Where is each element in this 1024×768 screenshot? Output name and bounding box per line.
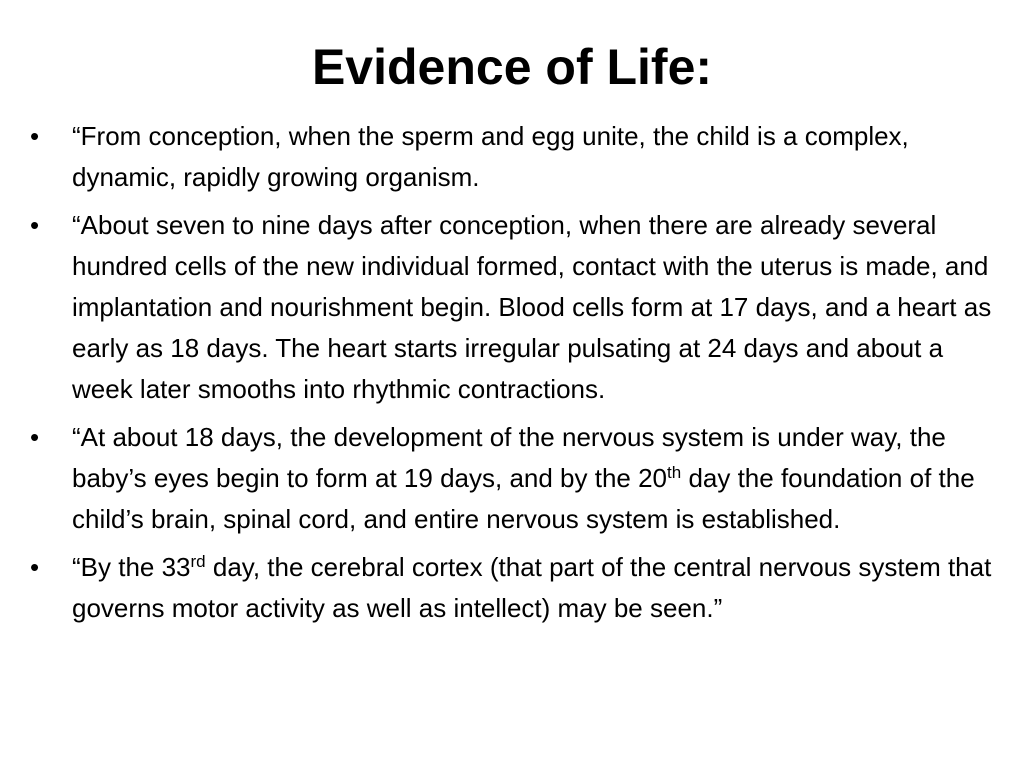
bullet-text: [72, 422, 975, 534]
bullet-dot-icon: •: [30, 210, 40, 240]
ordinal-superscript: rd: [190, 552, 206, 571]
bullet-text: “About seven to nine days after conception, when there are already several hundred cells of the new individual formed, contact with the uterus is made, and implantation and nourishment begin. Blood cells form at 17 days, and a heart as early as 18 days. The heart starts irregular pulsating at 24 days and about a week later smooths into rhythmic contractions.: [72, 210, 992, 404]
ordinal-superscript: th: [667, 463, 682, 482]
bullet-dot-icon: •: [30, 422, 40, 452]
bullet-text-part: day, the cerebral cortex (that part of the central nervous system that governs motor activity as well as intellect) may be seen.”: [72, 552, 992, 623]
bullet-item-1: [30, 116, 1005, 198]
bullet-item-3: [30, 417, 1005, 540]
bullet-item-2: [30, 205, 1005, 410]
bullet-text-part: day the foundation of the child’s brain, spinal cord, and entire nervous system is established.: [72, 463, 975, 534]
bullet-text: “From conception, when the sperm and egg unite, the child is a complex, dynamic, rapidly growing organism.: [72, 121, 909, 192]
bullet-dot-icon: •: [30, 552, 40, 582]
bullet-dot-icon: •: [30, 121, 40, 151]
bullet-item-4: [30, 547, 1005, 629]
bullet-list: [30, 116, 1005, 636]
slide-title: Evidence of Life:: [311, 39, 713, 95]
bullet-text-part: “At about 18 days, the development of the nervous system is under way, the baby’s eyes begin to form at 19 days, and by the 20: [72, 422, 946, 493]
bullet-text-part: “By the 33: [72, 552, 191, 582]
bullet-text: [72, 552, 991, 623]
